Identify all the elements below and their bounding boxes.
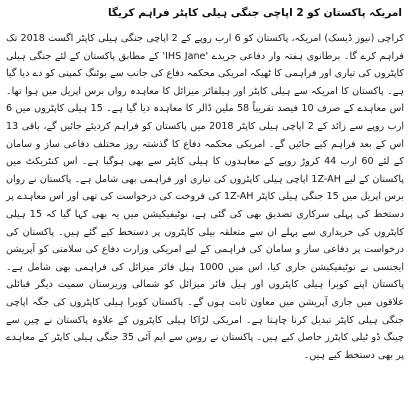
news-article — [6, 4, 404, 406]
article-body: کراچی (نیوز ڈیسک) امریکہ، پاکستان کو 6 ارب روپے کے 2 اپاچی جنگی ہیلی کاپٹر اگست 2018 تک فراہم کرے گا۔ برطانوی ہفتہ وار دفاعی جریدے 'IHS Jane' کے مطابق پاکستان کے لئے جنگی ہیلی کاپٹروں کی تیاری اور فراہمی کا ٹھیکہ امریکی محکمہ دفاع کی جانب سے بوئنگ کمپنی کو دے دیا گیا ہے۔ پاکستان کا امریکہ سے ہیلی کاپٹر اور ہیلفائر میزائل کا معاہدہ رواں برس اپریل میں ہوا تھا۔ اس معاہدے کے صرف 10 فیصد تقریباً 58 ملین ڈالر کا معاہدہ دیا گیا ہے۔ 15 ہیلی کاپٹروں میں 6 ارب روپے سے زائد کے 2 اپاچی ہیلی کاپٹر 2018 میں پاکستان کو فراہم کردیئے جائیں گے، باقی 13 اس کے بعد فراہم کیے جائیں گے۔ امریکی محکمہ دفاع کا گذشتہ روز مختلف دفاعی ساز و سامان کے لئے 60 ارب 44 کروڑ روپے کے معاہدوں کا ہیلی کاپٹر سے بھی ہوگیا ہے۔ اس کنٹریکٹ میں پاکستان کے لیے 1Z-AH اپاچی ہیلی کاپٹروں کی تیاری اور فراہمی بھی شامل ہے۔ پاکستان نے رواں برس اپریل میں 15 جنگی ہیلی کاپٹر 1Z-AH کی فروخت کی درخواست کی تھی اور اس معاہدے پر دستخط کی پہلی سرکاری تصدیق بھی کی گئی ہے، نوٹیفیکیشن میں یہ بھی کہا گیا کہ 15 ہیلی کاپٹروں کی خریداری سے پہلے ان سے متعلقہ بیلی کاپٹروں پر دستخط کیے گئے ہیں۔ پاکستان کی درخواست پر دفاعی ساز و سامان کی فراہمی کے لیے امریکی وزارت دفاع کی سلامتی کو آپریشن ایجنسی نے نوٹیفیکیشن جاری کیا، اس میں 1000 ہیل فائر میزائل کی فراہمی بھی شامل ہے۔ پاکستان اپنے کوبرا ہیلی کاپٹروں اور ہیل فائر میزائل کو شمالی وزیرستان سمیت دیگر قبائلی علاقوں میں جاری آپریشن میں معاون ثابت ہوں گے۔ پاکستان کوبرا ہیلی کاپٹروں کی جگہ اپاچی جنگی ہیلی کاپٹر تبدیل کرنا چاہتا ہے۔ امریکی لڑاکا ہیلی کاپٹروں کے علاوہ پاکستان نے چین سے چینگ ڈو ٹیلی کاپٹرز حاصل کیے ہیں۔ پاکستان نے روس سے ایم آئی 35 جنگی ہیلی کاپٹر کے معاہدے پر بھی دستخط کیے ہیں۔ — [6, 33, 405, 361]
article-headline: امریکہ پاکستان کو 2 اپاچی جنگی ہیلی کاپٹر فراہم کریگا — [107, 7, 402, 19]
